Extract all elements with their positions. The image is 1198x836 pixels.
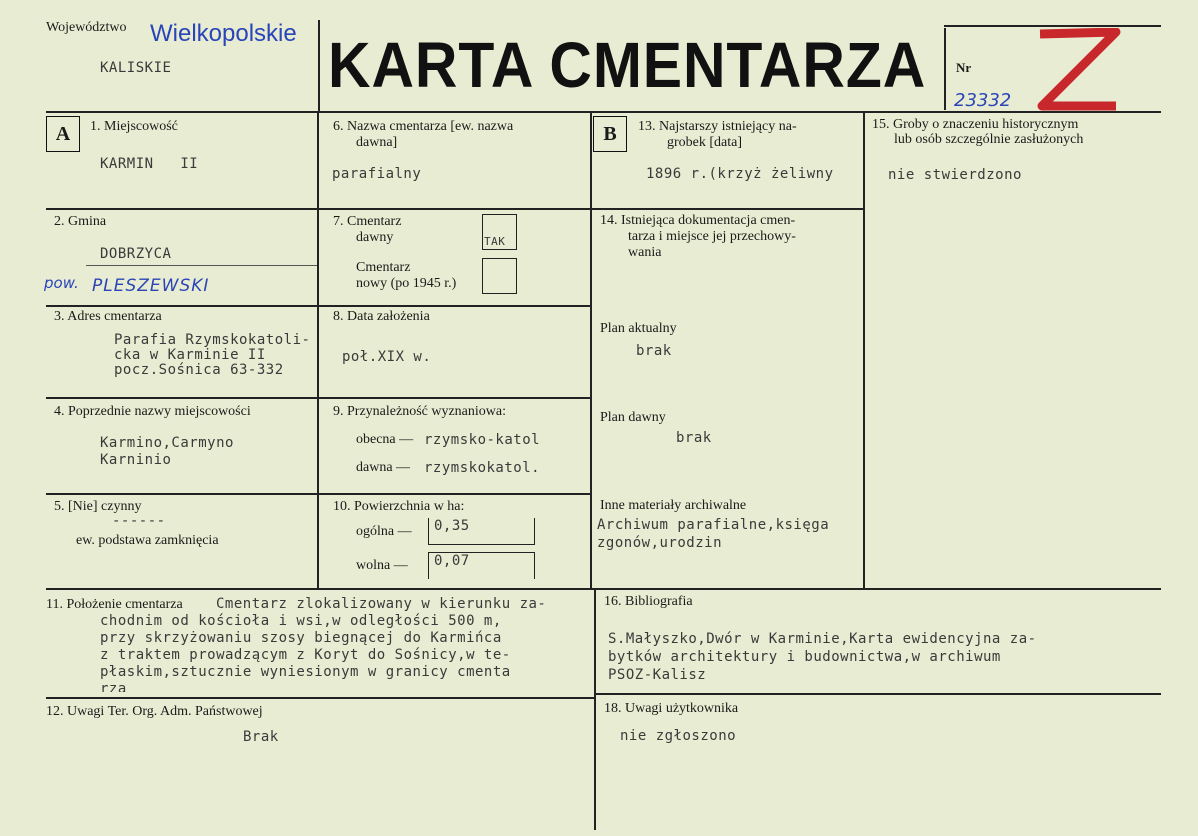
f14-plan-old-label: Plan dawny (600, 410, 666, 425)
col-divider-bottom (594, 588, 596, 830)
f11-line: rza (100, 681, 127, 692)
f14-label-2: tarza i miejsce jej przechowy- (628, 229, 796, 244)
f18-value: nie zgłoszono (620, 728, 737, 744)
f1-label: 1. Miejscowość (90, 119, 178, 134)
rule-row1 (46, 208, 590, 210)
f14-other (597, 516, 829, 552)
f16-label: 16. Bibliografia (604, 594, 693, 609)
wojewodztwo-stamp: Wielkopolskie (150, 20, 297, 47)
f6-label-1: 6. Nazwa cmentarza [ew. nazwa (333, 119, 514, 134)
f4-line: Karninio (100, 452, 172, 468)
section-a-marker: A (46, 116, 80, 152)
f8-value: poł.XIX w. (342, 349, 432, 365)
f2-hand-prefix: pow. (44, 274, 79, 292)
f2-value: DOBRZYCA (100, 246, 172, 262)
f5-label: 5. [Nie] czynny (54, 499, 142, 514)
rule-lower-left (46, 697, 594, 699)
f4-line: Karmino,Carmyno (100, 435, 234, 451)
f14-plan-old-value: brak (676, 430, 712, 446)
f11-line: przy skrzyżowaniu szosy biegnącej do Karmińca (100, 630, 502, 646)
header-divider-right (944, 28, 946, 110)
f10-label: 10. Powierzchnia w ha: (333, 499, 465, 514)
f16-bibliography (608, 630, 1037, 684)
rule-top (46, 111, 1161, 113)
rule-lower (46, 588, 1161, 590)
f3-line: pocz.Sośnica 63-332 (114, 362, 284, 378)
f7-old-box (482, 214, 517, 250)
f11-line: z traktem prowadzącym z Koryt do Sośnicy,w te- (100, 647, 511, 663)
rule-row2 (46, 305, 590, 307)
f9-former-value: rzymskokatol. (424, 460, 541, 476)
f14-other-label: Inne materiały archiwalne (600, 498, 747, 513)
f14-other-line: zgonów,urodzin (597, 535, 723, 551)
f10-free-box (428, 552, 535, 579)
f3-label: 3. Adres cmentarza (54, 309, 162, 324)
f5-sub: ew. podstawa zamknięcia (76, 533, 219, 548)
rule-row4 (46, 493, 590, 495)
f10-free-value: 0,07 (434, 553, 470, 569)
f15-label-1: 15. Groby o znaczeniu historycznym (872, 117, 1079, 132)
f11-label: 11. Położenie cmentarza (46, 597, 183, 612)
f2-label: 2. Gmina (54, 214, 107, 229)
f6-value: parafialny (332, 166, 422, 182)
wojewodztwo-label: Województwo (46, 20, 127, 35)
f14-plan-current-value: brak (636, 343, 672, 359)
f10-total-box (428, 518, 535, 545)
f13-label-2: grobek [data] (667, 135, 743, 150)
f18-label: 18. Uwagi użytkownika (604, 701, 739, 716)
col-divider-1 (317, 111, 319, 588)
f11-line: chodnim od kościoła i wsi,w odległości 500 m, (100, 613, 502, 629)
catalog-letter-stamp (1032, 28, 1122, 112)
rule-row3 (46, 397, 590, 399)
f13-value: 1896 r.(krzyż żeliwny (646, 166, 834, 182)
page-title: KARTA CMENTARZA (328, 29, 927, 101)
f7-label-new-1: Cmentarz (356, 260, 411, 275)
f9-current-label: obecna — (356, 432, 414, 447)
f7-old-box-value: TAK (484, 235, 506, 248)
f6-label-2: dawna] (356, 135, 398, 150)
f7-label-new-2: nowy (po 1945 r.) (356, 276, 457, 291)
nr-box-top (944, 25, 1161, 27)
f9-current-value: rzymsko-katol (424, 432, 541, 448)
f3-address (114, 333, 310, 378)
f7-label-old-1: 7. Cmentarz (333, 214, 402, 229)
f11-description (100, 596, 546, 692)
f14-other-line: Archiwum parafialne,księga (597, 517, 830, 533)
f4-label: 4. Poprzednie nazwy miejscowości (54, 404, 251, 419)
rule-lower-right (594, 693, 1161, 695)
f1-value: KARMIN II (100, 156, 199, 172)
header-divider-left (318, 20, 320, 112)
f2-hand-value: PLESZEWSKI (92, 276, 210, 296)
f8-label: 8. Data założenia (333, 309, 430, 324)
f15-value: nie stwierdzono (888, 167, 1022, 183)
f9-label: 9. Przynależność wyznaniowa: (333, 404, 506, 419)
col-divider-3 (863, 111, 865, 588)
f11-line: płaskim,sztucznie wyniesionym w granicy cmenta (100, 664, 511, 680)
f12-value: Brak (243, 729, 279, 745)
nr-label: Nr (956, 60, 972, 75)
rule-col3 (590, 208, 863, 210)
f9-former-label: dawna — (356, 460, 411, 475)
nr-value: 23332 (954, 90, 1012, 111)
f11-line: Cmentarz zlokalizowany w kierunku za- (216, 596, 547, 612)
f14-plan-current-label: Plan aktualny (600, 321, 677, 336)
f4-names (100, 435, 234, 469)
f10-free-label: wolna — (356, 558, 408, 573)
f3-line: Parafia Rzymskokatoli- (114, 332, 311, 348)
section-b-marker: B (593, 116, 627, 152)
wojewodztwo-value: KALISKIE (100, 60, 172, 76)
f13-label-1: 13. Najstarszy istniejący na- (638, 119, 797, 134)
f16-line: PSOZ-Kalisz (608, 667, 707, 683)
f10-total-label: ogólna — (356, 524, 412, 539)
f3-line: cka w Karminie II (114, 347, 266, 363)
f14-label-3: wania (628, 245, 662, 260)
f12-label: 12. Uwagi Ter. Org. Adm. Państwowej (46, 704, 263, 719)
col-divider-2 (590, 111, 592, 588)
f16-line: bytków architektury i budownictwa,w archiwum (608, 649, 1001, 665)
f7-label-old-2: dawny (356, 230, 394, 245)
f14-label-1: 14. Istniejąca dokumentacja cmen- (600, 213, 796, 228)
f5-dashes: ------ (112, 513, 166, 529)
f10-total-value: 0,35 (434, 518, 470, 534)
f16-line: S.Małyszko,Dwór w Karminie,Karta ewidencyjna za- (608, 631, 1037, 647)
f7-new-box (482, 258, 517, 294)
f2-underline (86, 265, 317, 266)
f15-label-2: lub osób szczególnie zasłużonych (894, 132, 1084, 147)
